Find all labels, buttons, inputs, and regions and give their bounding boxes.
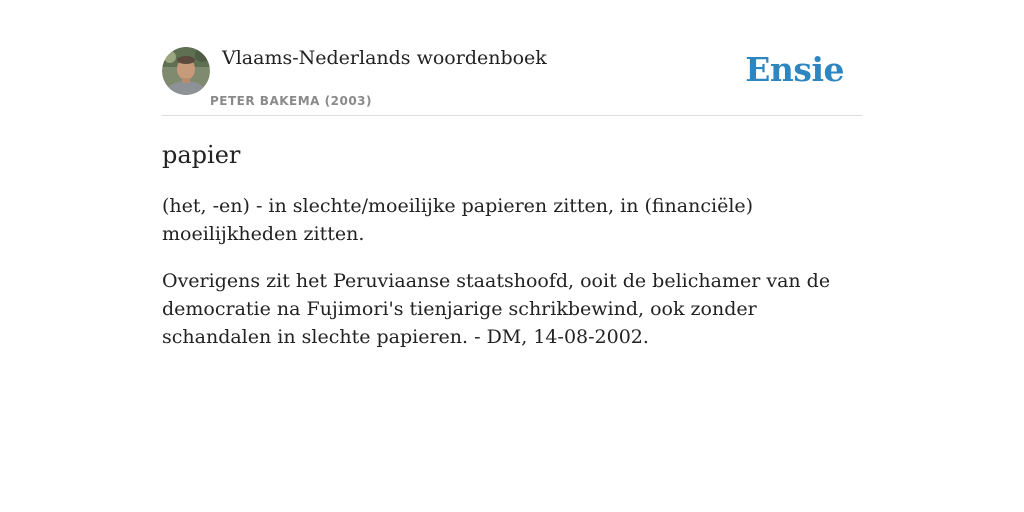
header bbox=[162, 0, 862, 116]
ensie-logo-link[interactable]: Ensie bbox=[745, 50, 844, 89]
entry-example: Overigens zit het Peruviaanse staatshoofd, ooit de belichamer van de democratie na Fujimori's tienjarige schrikbewind, ook zonder schandalen in slechte papieren. - DM, 14-08-2002. bbox=[162, 270, 831, 348]
page-content bbox=[162, 0, 862, 351]
author-name[interactable]: PETER BAKEMA (2003) bbox=[210, 94, 372, 108]
entry-title: papier bbox=[162, 141, 241, 169]
author-avatar[interactable] bbox=[162, 47, 210, 95]
entry-definition: (het, -en) - in slechte/moeilijke papieren zitten, in (financiële) moeilijkheden zitten. bbox=[162, 195, 754, 245]
dictionary-title[interactable]: Vlaams-Nederlands woordenboek bbox=[222, 47, 547, 69]
